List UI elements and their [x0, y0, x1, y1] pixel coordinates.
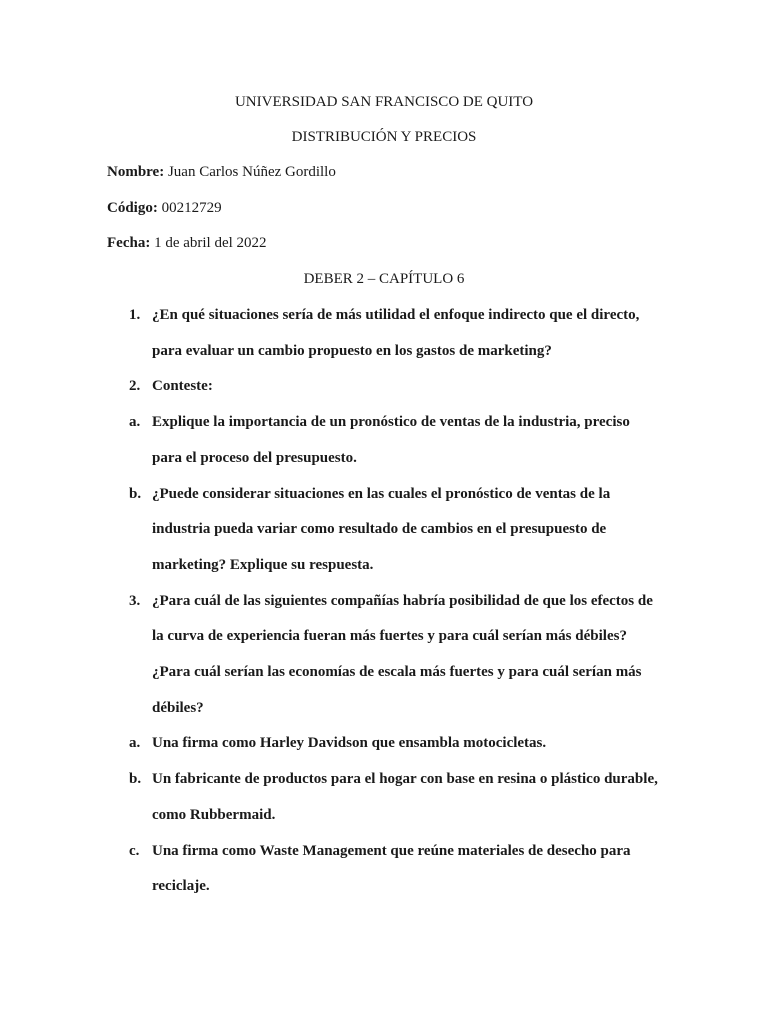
question-1-line: ¿En qué situaciones sería de más utilidad el enfoque indirecto que el directo, [152, 307, 640, 323]
question-3a-line: Una firma como Harley Davidson que ensambla motocicletas. [152, 735, 547, 751]
question-2a-line: Explique la importancia de un pronóstico de ventas de la industria, preciso [152, 414, 630, 430]
course-title: DISTRIBUCIÓN Y PRECIOS [291, 129, 477, 145]
code-value: 00212729 [157, 200, 222, 216]
question-1-line: para evaluar un cambio propuesto en los gastos de marketing? [152, 343, 552, 359]
question-3a-marker: a. [129, 735, 141, 751]
question-3c-marker: c. [129, 843, 140, 859]
question-1-marker: 1. [129, 307, 141, 323]
question-2-marker: 2. [129, 378, 141, 394]
question-3-line: ¿Para cuál serían las economías de escala más fuertes y para cuál serían más [152, 664, 642, 680]
question-3-marker: 3. [129, 593, 141, 609]
question-3-line: ¿Para cuál de las siguientes compañías habría posibilidad de que los efectos de [152, 593, 653, 609]
question-2a-line: para el proceso del presupuesto. [152, 450, 357, 466]
date-label: Fecha: [107, 235, 151, 251]
question-2b-marker: b. [129, 486, 142, 502]
date-value: 1 de abril del 2022 [150, 235, 267, 251]
question-2a-marker: a. [129, 414, 141, 430]
question-2b-line: industria pueda variar como resultado de cambios en el presupuesto de [152, 521, 607, 537]
assignment-title: DEBER 2 – CAPÍTULO 6 [303, 271, 465, 287]
code-label: Código: [107, 200, 158, 216]
question-3c-line: Una firma como Waste Management que reúne materiales de desecho para [152, 843, 631, 859]
question-3-line: débiles? [152, 700, 204, 716]
question-3c-line: reciclaje. [152, 878, 210, 894]
question-2-line: Conteste: [152, 378, 213, 394]
date-row [107, 234, 267, 252]
university-title: UNIVERSIDAD SAN FRANCISCO DE QUITO [234, 94, 534, 110]
question-3b-line: Un fabricante de productos para el hogar con base en resina o plástico durable, [152, 771, 658, 787]
question-2b-line: marketing? Explique su respuesta. [152, 557, 374, 573]
question-2b-line: ¿Puede considerar situaciones en las cuales el pronóstico de ventas de la [152, 486, 611, 502]
name-label: Nombre: [107, 164, 165, 180]
question-3b-line: como Rubbermaid. [152, 807, 276, 823]
question-3-line: la curva de experiencia fueran más fuertes y para cuál serían más débiles? [152, 628, 627, 644]
name-value: Juan Carlos Núñez Gordillo [164, 164, 336, 180]
question-3b-marker: b. [129, 771, 142, 787]
name-row [107, 163, 336, 181]
code-row [107, 199, 222, 217]
